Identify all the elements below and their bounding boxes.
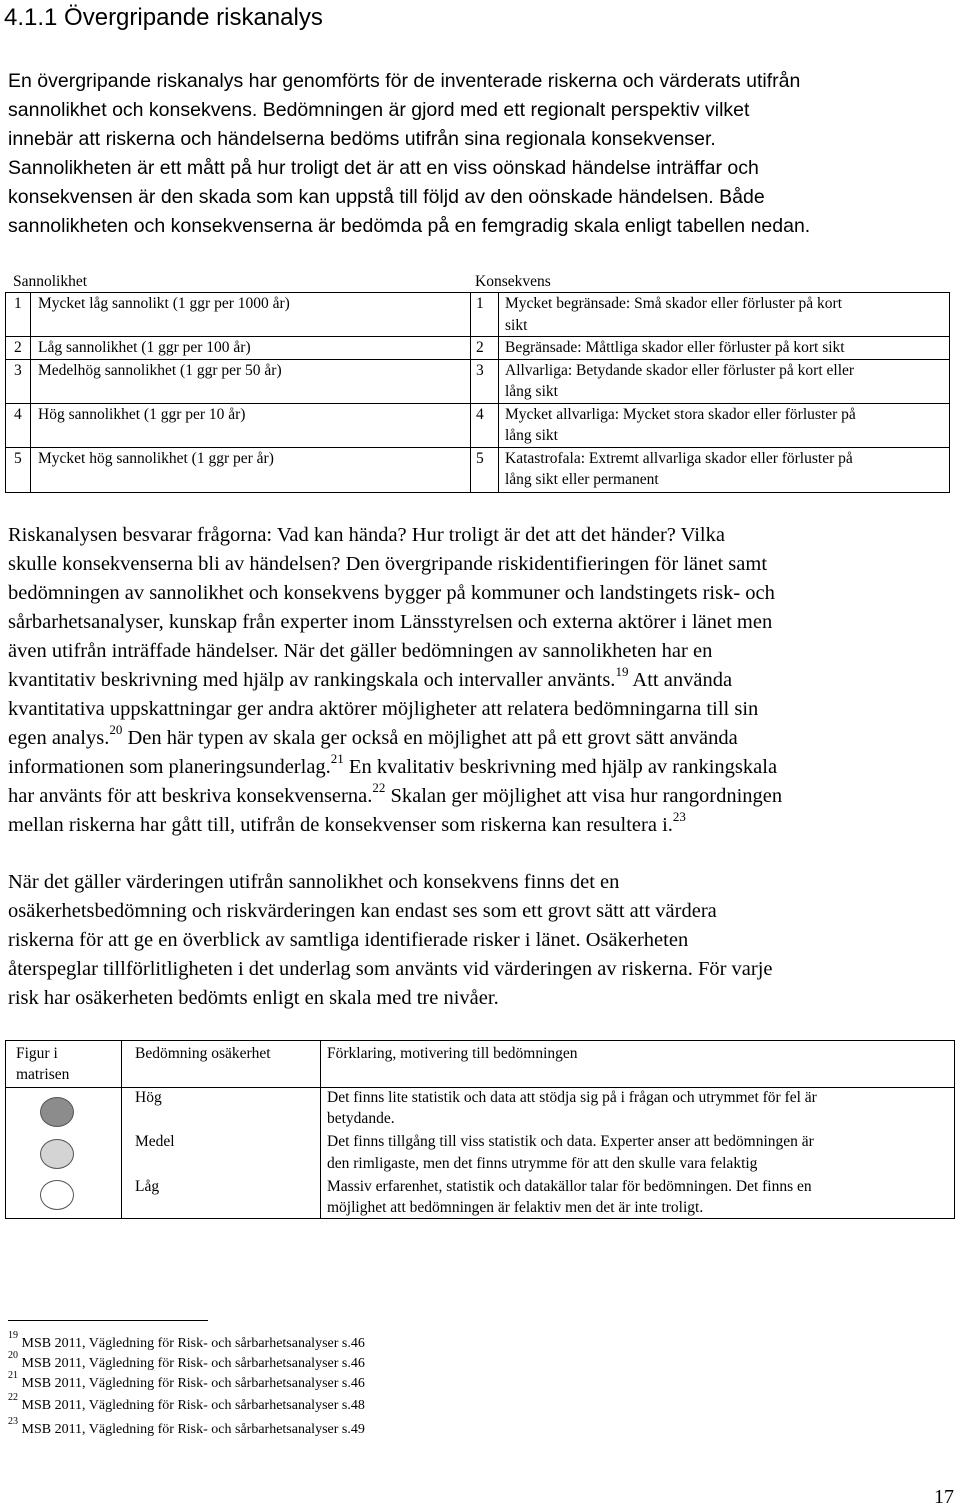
table-rule — [30, 292, 31, 492]
explanation-header: Förklaring, motivering till bedömningen — [327, 1045, 578, 1062]
uncertainty-level: Hög — [135, 1089, 162, 1106]
paragraph-line — [8, 753, 953, 782]
footnote — [8, 1350, 365, 1373]
paragraph-line: sårbarhetsanalyser, kunskap från experter inom Länsstyrelsen och externa aktörer i länet men — [8, 611, 773, 633]
footnote-ref[interactable]: 20 — [109, 722, 123, 738]
consequence-text: lång sikt — [505, 383, 558, 400]
paragraph-line: skulle konsekvenserna bli av händelsen? Den övergripande riskidentifieringen för länet samt — [8, 553, 768, 575]
footnote — [8, 1370, 365, 1393]
consequence-level: 1 — [476, 295, 484, 312]
probability-text: Mycket låg sannolikt (1 ggr per 1000 år) — [38, 295, 290, 312]
table-rule — [5, 292, 6, 492]
figure-header: Figur i — [16, 1045, 58, 1062]
footnote-number: 22 — [8, 1392, 18, 1404]
paragraph-line: Riskanalysen besvarar frågorna: Vad kan hända? Hur troligt är det att det händer? Vilka — [8, 524, 725, 546]
paragraph-line: osäkerhetsbedömning och riskvärderingen kan endast ses som ett grovt sätt att värdera — [8, 900, 717, 922]
footnote-number: 20 — [8, 1350, 18, 1362]
footnote-number: 19 — [8, 1330, 18, 1342]
uncertainty-level: Låg — [135, 1178, 160, 1195]
consequence-level: 2 — [476, 339, 484, 356]
line-text: Skalan ger möjlighet att visa hur rangordningen — [385, 785, 783, 807]
footnote-separator — [8, 1320, 208, 1321]
uncertainty-explanation: Det finns tillgång till viss statistik och data. Experter anser att bedömningen är — [327, 1133, 814, 1150]
uncertainty-table — [5, 1040, 955, 1219]
intro-line: innebär att riskerna och händelserna bedöms utifrån sina regionala konsekvenser. — [8, 128, 716, 150]
consequence-text: lång sikt — [505, 427, 558, 444]
uncertainty-explanation: Det finns lite statistik och data att stödja sig på i frågan och utrymmet för fel är — [327, 1089, 817, 1106]
low-uncertainty-circle-icon — [40, 1180, 74, 1210]
footnote-text: MSB 2011, Vägledning för Risk- och sårbarhetsanalyser s.46 — [21, 1376, 365, 1391]
assessment-header: Bedömning osäkerhet — [135, 1045, 271, 1062]
paragraph-line: riskerna för att ge en överblick av samtliga identifierade risker i länet. Osäkerheten — [8, 929, 689, 951]
probability-level: 1 — [14, 295, 22, 312]
table-rule — [949, 292, 950, 492]
consequence-text: Katastrofala: Extremt allvarliga skador eller förluster på — [505, 450, 853, 467]
high-uncertainty-circle-icon — [40, 1097, 74, 1127]
probability-text: Mycket hög sannolikhet (1 ggr per år) — [38, 450, 274, 467]
line-text: Den här typen av skala ger också en möjlighet att på ett grovt sätt använda — [122, 727, 738, 749]
footnote — [8, 1392, 365, 1415]
line-text: mellan riskerna har gått till, utifrån de konsekvenser som riskerna kan resultera i. — [8, 814, 673, 836]
uncertainty-explanation: betydande. — [327, 1110, 395, 1127]
intro-line: konsekvensen är den skada som kan uppstå till följd av den oönskade händelsen. Både — [8, 186, 765, 208]
analysis-paragraph — [8, 521, 953, 840]
table-rule — [470, 292, 471, 492]
footnote-text: MSB 2011, Vägledning för Risk- och sårbarhetsanalyser s.46 — [21, 1336, 365, 1351]
intro-line: Sannolikheten är ett mått på hur troligt det är att en viss oönskad händelse inträffar och — [8, 157, 759, 179]
uncertainty-explanation: den rimligaste, men det finns utrymme för att den skulle vara felaktig — [327, 1155, 758, 1172]
paragraph-line: även utifrån inträffade händelser. När det gäller bedömningen av sannolikheten har en — [8, 640, 713, 662]
footnote-number: 21 — [8, 1370, 18, 1382]
intro-line: sannolikhet och konsekvens. Bedömningen är gjord med ett regionalt perspektiv vilket — [8, 99, 750, 121]
paragraph-line: risk har osäkerheten bedömts enligt en skala med tre nivåer. — [8, 987, 499, 1009]
probability-text: Medelhög sannolikhet (1 ggr per 50 år) — [38, 362, 282, 379]
uncertainty-paragraph — [8, 868, 953, 1013]
footnote-number: 23 — [8, 1416, 18, 1428]
paragraph-line: kvantitativa uppskattningar ger andra aktörer möjligheter att relatera bedömningarna till sin — [8, 698, 759, 720]
footnote-text: MSB 2011, Vägledning för Risk- och sårbarhetsanalyser s.46 — [21, 1356, 365, 1371]
line-text: kvantitativ beskrivning med hjälp av rankingskala och intervaller använts. — [8, 669, 616, 691]
footnote-ref[interactable]: 23 — [672, 809, 686, 825]
probability-text: Låg sannolikhet (1 ggr per 100 år) — [38, 339, 251, 356]
consequence-header: Konsekvens — [475, 273, 551, 290]
footnote-ref[interactable]: 22 — [372, 780, 386, 796]
table-rule — [121, 1041, 122, 1218]
consequence-level: 4 — [476, 406, 484, 423]
line-text: egen analys. — [8, 727, 110, 749]
figure-header: matrisen — [16, 1066, 70, 1083]
footnote-ref[interactable]: 19 — [615, 664, 629, 680]
table-rule — [5, 492, 950, 493]
footnote — [8, 1330, 365, 1353]
footnote-text: MSB 2011, Vägledning för Risk- och sårbarhetsanalyser s.48 — [18, 1398, 365, 1413]
scale-table — [5, 270, 950, 494]
consequence-text: lång sikt eller permanent — [505, 471, 659, 488]
intro-line: En övergripande riskanalys har genomförts för de inventerade riskerna och värderats utifrån — [8, 70, 801, 92]
line-text: Att använda — [628, 669, 733, 691]
consequence-text: Mycket begränsade: Små skador eller förluster på kort — [505, 295, 843, 312]
consequence-text: sikt — [505, 317, 528, 334]
paragraph-line: bedömningen av sannolikhet och konsekvens bygger på kommuner och landstingets risk- och — [8, 582, 775, 604]
probability-text: Hög sannolikhet (1 ggr per 10 år) — [38, 406, 246, 423]
uncertainty-level: Medel — [135, 1133, 175, 1150]
table-rule — [320, 1041, 321, 1218]
intro-line: sannolikheten och konsekvenserna är bedömda på en femgradig skala enligt tabellen nedan. — [8, 215, 811, 237]
uncertainty-explanation: möjlighet att bedömningen är felaktiv men det är inte troligt. — [327, 1199, 704, 1216]
footnote — [8, 1416, 365, 1439]
section-heading: 4.1.1 Övergripande riskanalys — [4, 4, 323, 31]
line-text: En kvalitativ beskrivning med hjälp av rankingskala — [343, 756, 778, 778]
probability-level: 5 — [14, 450, 22, 467]
table-rule — [498, 292, 499, 492]
consequence-text: Mycket allvarliga: Mycket stora skador eller förluster på — [505, 406, 856, 423]
medium-uncertainty-circle-icon — [40, 1139, 74, 1169]
uncertainty-explanation: Massiv erfarenhet, statistik och datakällor talar för bedömningen. Det finns en — [327, 1178, 812, 1195]
probability-header: Sannolikhet — [13, 273, 88, 290]
paragraph-line: återspeglar tillförlitligheten i det underlag som använts vid värderingen av riskerna. För varje — [8, 958, 773, 980]
consequence-text: Begränsade: Måttliga skador eller förluster på kort sikt — [505, 339, 845, 356]
paragraph-line: När det gäller värderingen utifrån sannolikhet och konsekvens finns det en — [8, 871, 620, 893]
consequence-level: 3 — [476, 362, 484, 379]
footnote-ref[interactable]: 21 — [330, 751, 344, 767]
probability-level: 2 — [14, 339, 22, 356]
line-text: har använts för att beskriva konsekvenserna. — [8, 785, 373, 807]
paragraph-line — [8, 666, 953, 695]
probability-level: 3 — [14, 362, 22, 379]
paragraph-line — [8, 811, 953, 840]
footnote-text: MSB 2011, Vägledning för Risk- och sårbarhetsanalyser s.49 — [18, 1422, 365, 1437]
intro-paragraph — [8, 67, 948, 241]
paragraph-line — [8, 724, 953, 753]
consequence-text: Allvarliga: Betydande skador eller förluster på kort eller — [505, 362, 855, 379]
probability-level: 4 — [14, 406, 22, 423]
paragraph-line — [8, 782, 953, 811]
page-number: 17 — [934, 1486, 954, 1508]
consequence-level: 5 — [476, 450, 484, 467]
line-text: informationen som planeringsunderlag. — [8, 756, 331, 778]
